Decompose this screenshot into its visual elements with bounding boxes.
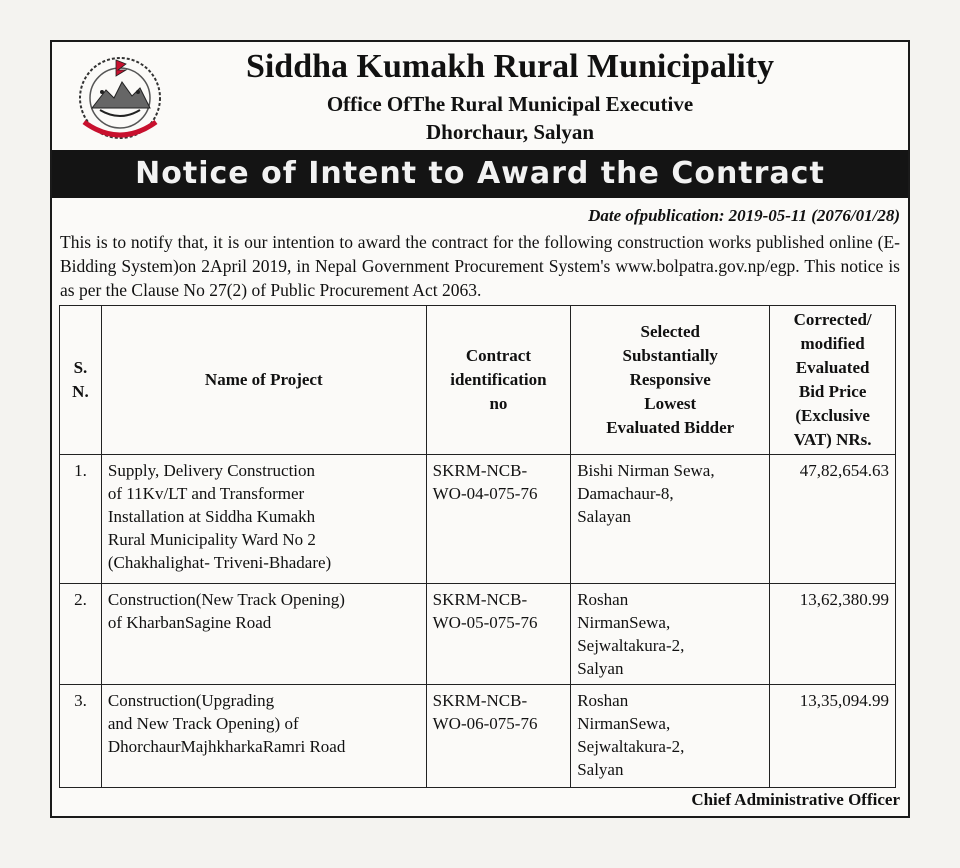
- cell-sn: 1.: [60, 455, 102, 584]
- office-subtitle: Office OfThe Rural Municipal Executive: [326, 92, 694, 116]
- cell-bidder: Roshan NirmanSewa, Sejwaltakura-2, Salyan: [571, 584, 770, 685]
- signature-title: Chief Administrative Officer: [691, 790, 900, 809]
- table-row: [60, 455, 896, 584]
- header-bidder: Selected Substantially Responsive Lowest Evaluated Bidder: [571, 306, 770, 455]
- cell-bidder: Bishi Nirman Sewa, Damachaur-8, Salayan: [571, 455, 770, 584]
- cell-project-name: Construction(Upgrading and New Track Opening) of DhorchaurMajhkharkaRamri Road: [101, 685, 426, 788]
- header-bid-price: Corrected/ modified Evaluated Bid Price (Exclusive VAT) NRs.: [770, 306, 896, 455]
- header: [52, 42, 908, 148]
- table-row: [60, 584, 896, 685]
- header-contract-id: Contract identification no: [426, 306, 571, 455]
- award-table: [59, 305, 896, 788]
- cell-project-name: Construction(New Track Opening) of KharbanSagine Road: [101, 584, 426, 685]
- table-row: [60, 685, 896, 788]
- cell-bid-price: 13,62,380.99: [770, 584, 896, 685]
- cell-bid-price: 47,82,654.63: [770, 455, 896, 584]
- cell-contract-id: SKRM-NCB- WO-06-075-76: [426, 685, 571, 788]
- publication-date-value: 2019-05-11 (2076/01/28): [728, 206, 900, 225]
- cell-sn: 2.: [60, 584, 102, 685]
- municipality-title: Siddha Kumakh Rural Municipality: [245, 48, 775, 85]
- notice-banner: Notice of Intent to Award the Contract: [52, 150, 908, 198]
- notice-document: [50, 40, 910, 818]
- header-project-name: Name of Project: [101, 306, 426, 455]
- table-header-row: [60, 306, 896, 455]
- cell-contract-id: SKRM-NCB- WO-05-075-76: [426, 584, 571, 685]
- cell-sn: 3.: [60, 685, 102, 788]
- location-line: Dhorchaur, Salyan: [425, 120, 595, 144]
- cell-project-name: Supply, Delivery Construction of 11Kv/LT and Transformer Installation at Siddha Kumakh Rural Municipality Ward No 2 (Chakhalighat- Triveni-Bhadare): [101, 455, 426, 584]
- intro-paragraph: This is to notify that, it is our intention to award the contract for the following construction works published online (E-Bidding System)on 2April 2019, in Nepal Government Procurement System's www.bolpatra.gov.np/egp. This notice is as per the Clause No 27(2) of Public Procurement Act 2063.: [60, 232, 900, 300]
- cell-bid-price: 13,35,094.99: [770, 685, 896, 788]
- cell-contract-id: SKRM-NCB- WO-04-075-76: [426, 455, 571, 584]
- header-sn: S. N.: [60, 306, 102, 455]
- publication-date-label: Date ofpublication:: [588, 206, 725, 225]
- publication-date: [588, 206, 900, 226]
- cell-bidder: Roshan NirmanSewa, Sejwaltakura-2, Salyan: [571, 685, 770, 788]
